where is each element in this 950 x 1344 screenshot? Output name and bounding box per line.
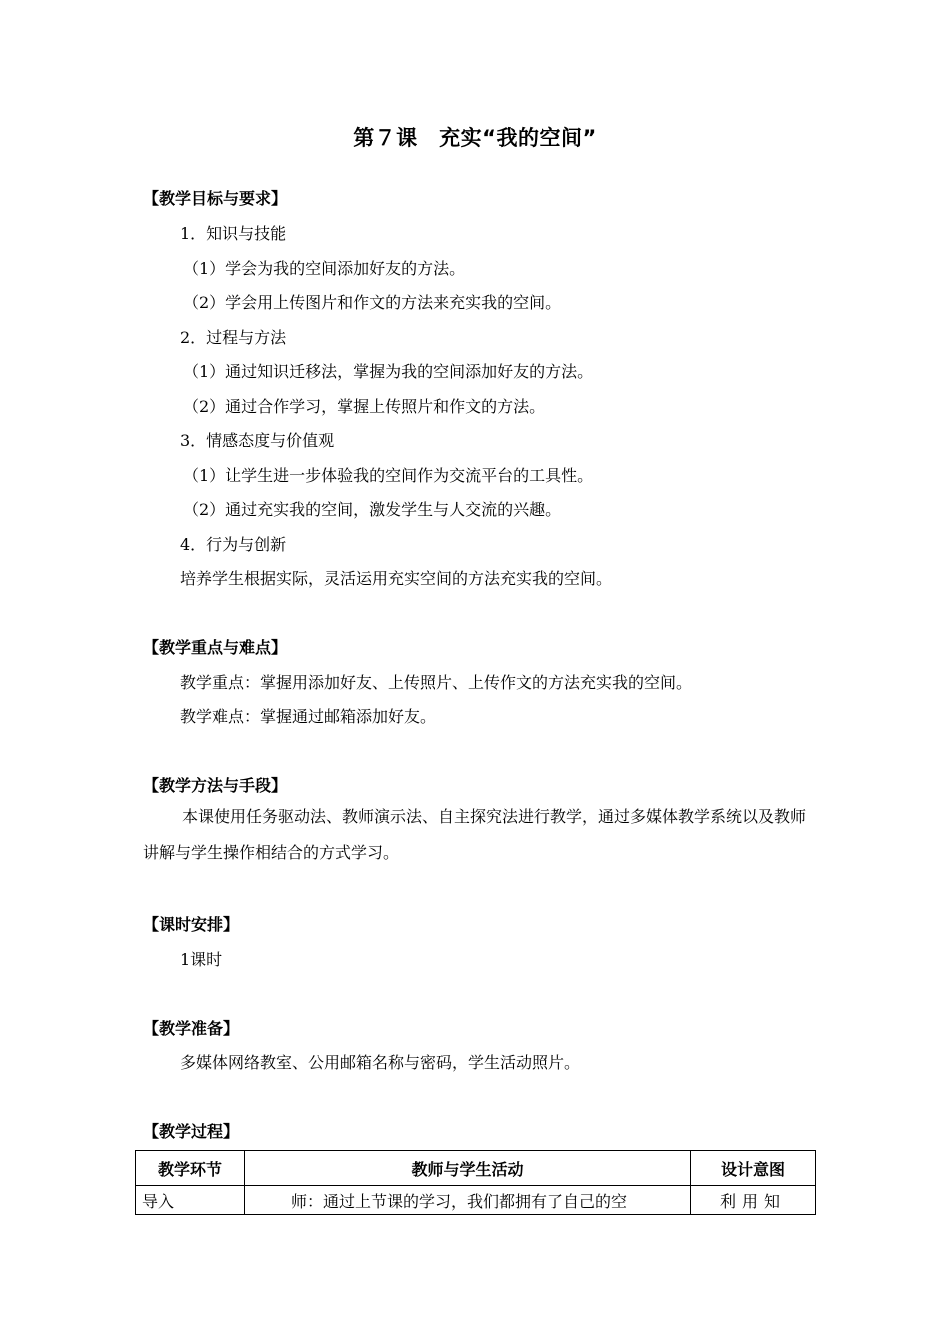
goal-item: （1）让学生进一步体验我的空间作为交流平台的工具性。 [183,466,594,485]
goal-item: （1）通过知识迁移法，掌握为我的空间添加好友的方法。 [183,362,594,381]
column-header: 教学环节 [136,1151,245,1186]
process-table [135,1150,816,1215]
goal-item: （2）通过合作学习，掌握上传照片和作文的方法。 [183,397,546,416]
methods-heading: 【教学方法与手段】 [143,776,288,795]
table-cell: 利用知 [691,1186,816,1215]
goal-item: （2）学会用上传图片和作文的方法来充实我的空间。 [183,293,562,312]
column-header: 设计意图 [691,1151,816,1186]
table-header-row [136,1151,816,1186]
goal-item: 培养学生根据实际，灵活运用充实空间的方法充实我的空间。 [180,569,613,588]
methods-text: 本课使用任务驱动法、教师演示法、自主探究法进行教学，通过多媒体教学系统以及教师讲解与学生操作相结合的方式学习。 [143,807,807,862]
goal-section-label: 2．过程与方法 [180,328,287,347]
keypoints-heading: 【教学重点与难点】 [143,638,288,657]
goal-section-label: 4．行为与创新 [180,535,287,554]
goal-item: （2）通过充实我的空间，激发学生与人交流的兴趣。 [183,500,562,519]
schedule-heading: 【课时安排】 [143,915,240,934]
teaching-difficulty: 教学难点：掌握通过邮箱添加好友。 [180,707,437,726]
goals-heading: 【教学目标与要求】 [143,189,288,208]
process-heading: 【教学过程】 [143,1122,240,1141]
column-header: 教师与学生活动 [245,1151,691,1186]
preparation-heading: 【教学准备】 [143,1019,240,1038]
preparation-text: 多媒体网络教室、公用邮箱名称与密码，学生活动照片。 [180,1053,581,1072]
goal-item: （1）学会为我的空间添加好友的方法。 [183,259,466,278]
lesson-title: 第７课 充实“我的空间” [353,126,597,150]
goal-section-label: 3．情感态度与价值观 [180,431,335,450]
table-cell: 师：通过上节课的学习，我们都拥有了自己的空 [245,1186,691,1215]
goal-section-label: 1．知识与技能 [180,224,287,243]
table-row [136,1186,816,1215]
table-cell: 导入 [136,1186,245,1215]
schedule-text: 1课时 [180,950,223,969]
teaching-focus: 教学重点：掌握用添加好友、上传照片、上传作文的方法充实我的空间。 [180,673,693,692]
